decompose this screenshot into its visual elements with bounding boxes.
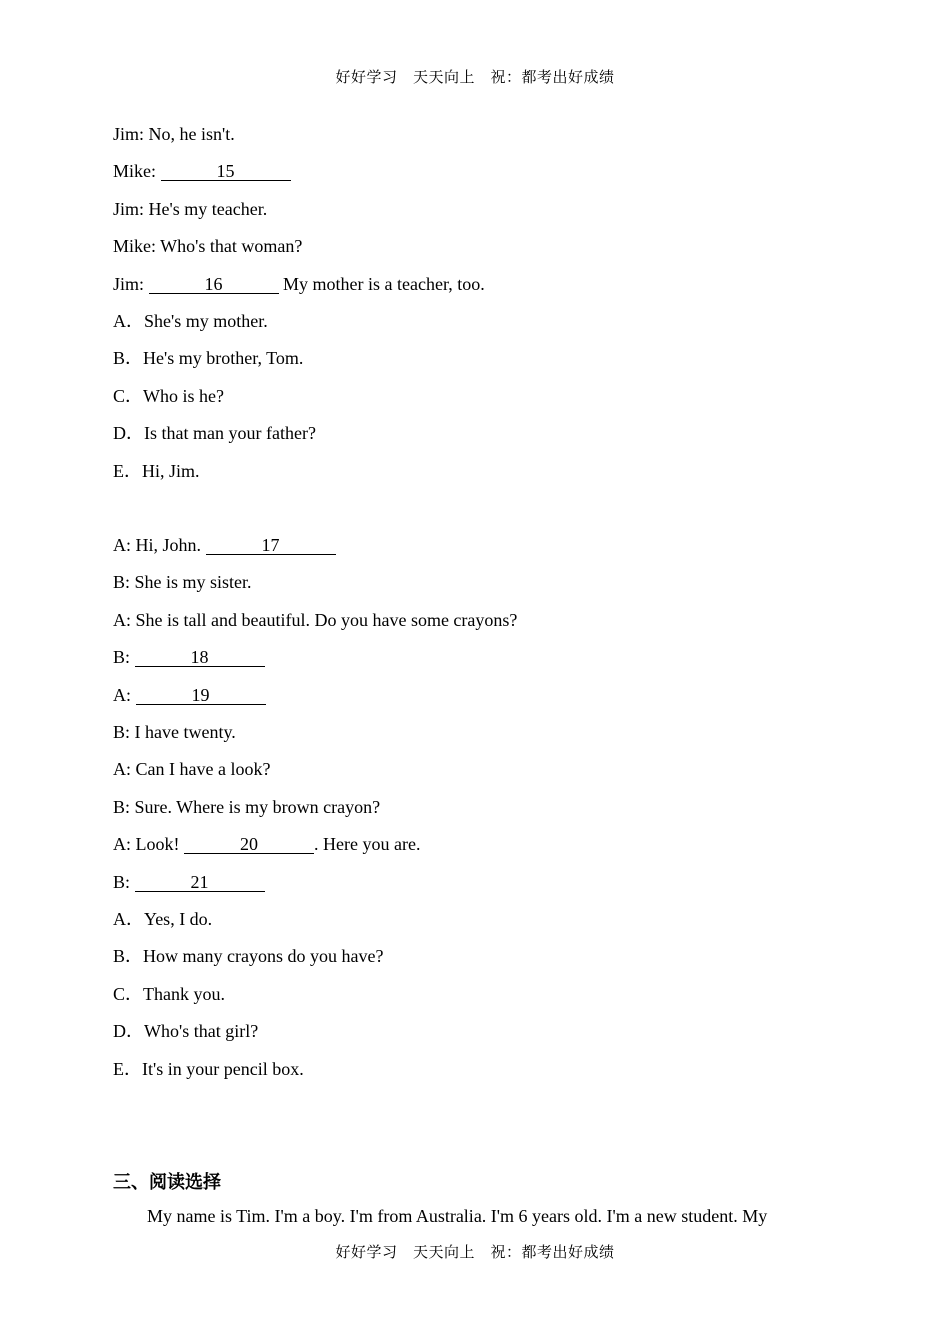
answer-blank[interactable] (135, 648, 265, 667)
answer-option: B．How many crayons do you have? (113, 946, 384, 967)
blank-number: 16 (204, 273, 223, 294)
answer-option: D．Who's that girl? (113, 1021, 259, 1042)
line-text: A: Can I have a look? (113, 759, 271, 780)
reading-passage-line: My name is Tim. I'm a boy. I'm from Australia. I'm 6 years old. I'm a new student. My (147, 1206, 768, 1226)
answer-blank[interactable] (206, 536, 336, 555)
blank-number: 15 (216, 161, 235, 182)
line-text: B: I have twenty. (113, 722, 236, 742)
dialogue-line (113, 235, 302, 257)
section-title-reading: 三、阅读选择 (113, 1172, 221, 1193)
dialogue-line (113, 571, 252, 593)
line-text: Mike: Who's that woman? (113, 236, 303, 257)
answer-blank[interactable] (136, 686, 266, 705)
dialogue-line (113, 534, 336, 556)
answer-blank[interactable] (161, 162, 291, 181)
blank-number: 17 (261, 535, 280, 555)
answer-blank[interactable] (149, 275, 279, 294)
dialogue-line (113, 198, 267, 220)
answer-blank[interactable] (135, 873, 265, 892)
dialogue-line (113, 646, 265, 668)
answer-option: D．Is that man your father? (113, 423, 316, 444)
answer-option: E．It's in your pencil box. (113, 1058, 304, 1079)
blank-number: 20 (240, 834, 258, 855)
line-text: A: Hi, John. (113, 535, 206, 555)
line-text: Jim: No, he isn't. (113, 124, 235, 144)
blank-number: 19 (191, 684, 210, 705)
dialogue-line (113, 684, 266, 706)
dialogue-line (113, 160, 291, 182)
line-text: My mother is a teacher, too. (278, 273, 485, 294)
answer-option: C．Thank you. (113, 983, 225, 1004)
dialogue-line (113, 609, 517, 631)
answer-option: B．He's my brother, Tom. (113, 348, 304, 369)
dialogue-line (113, 123, 235, 145)
dialogue-line (113, 796, 380, 818)
line-text: Mike: (113, 161, 161, 182)
line-text: A: She is tall and beautiful. Do you have some crayons? (113, 609, 518, 630)
answer-option: A．She's my mother. (113, 311, 268, 331)
blank-number: 21 (190, 871, 209, 892)
dialogue-line (113, 833, 420, 855)
dialogue-line (113, 721, 236, 743)
answer-option: A．Yes, I do. (113, 909, 213, 929)
answer-option: E．Hi, Jim. (113, 460, 200, 481)
answer-option: C．Who is he? (113, 385, 224, 406)
dialogue-line (113, 758, 270, 780)
line-text: B: She is my sister. (113, 572, 252, 593)
line-text: A: Look! (113, 834, 184, 855)
line-text: B: Sure. Where is my brown crayon? (113, 796, 381, 817)
line-text: B: (113, 647, 135, 668)
line-text: Jim: (113, 273, 149, 294)
page-footer: 好好学习 天天向上 祝：都考出好成绩 (335, 1243, 615, 1261)
dialogue-line (113, 273, 485, 295)
answer-blank[interactable] (184, 835, 314, 854)
page-header: 好好学习 天天向上 祝：都考出好成绩 (335, 68, 615, 86)
dialogue-line (113, 871, 265, 893)
line-text: . Here you are. (314, 834, 421, 855)
line-text: A: (113, 684, 136, 705)
blank-number: 18 (190, 647, 209, 668)
line-text: Jim: He's my teacher. (113, 198, 268, 219)
line-text: B: (113, 871, 135, 892)
